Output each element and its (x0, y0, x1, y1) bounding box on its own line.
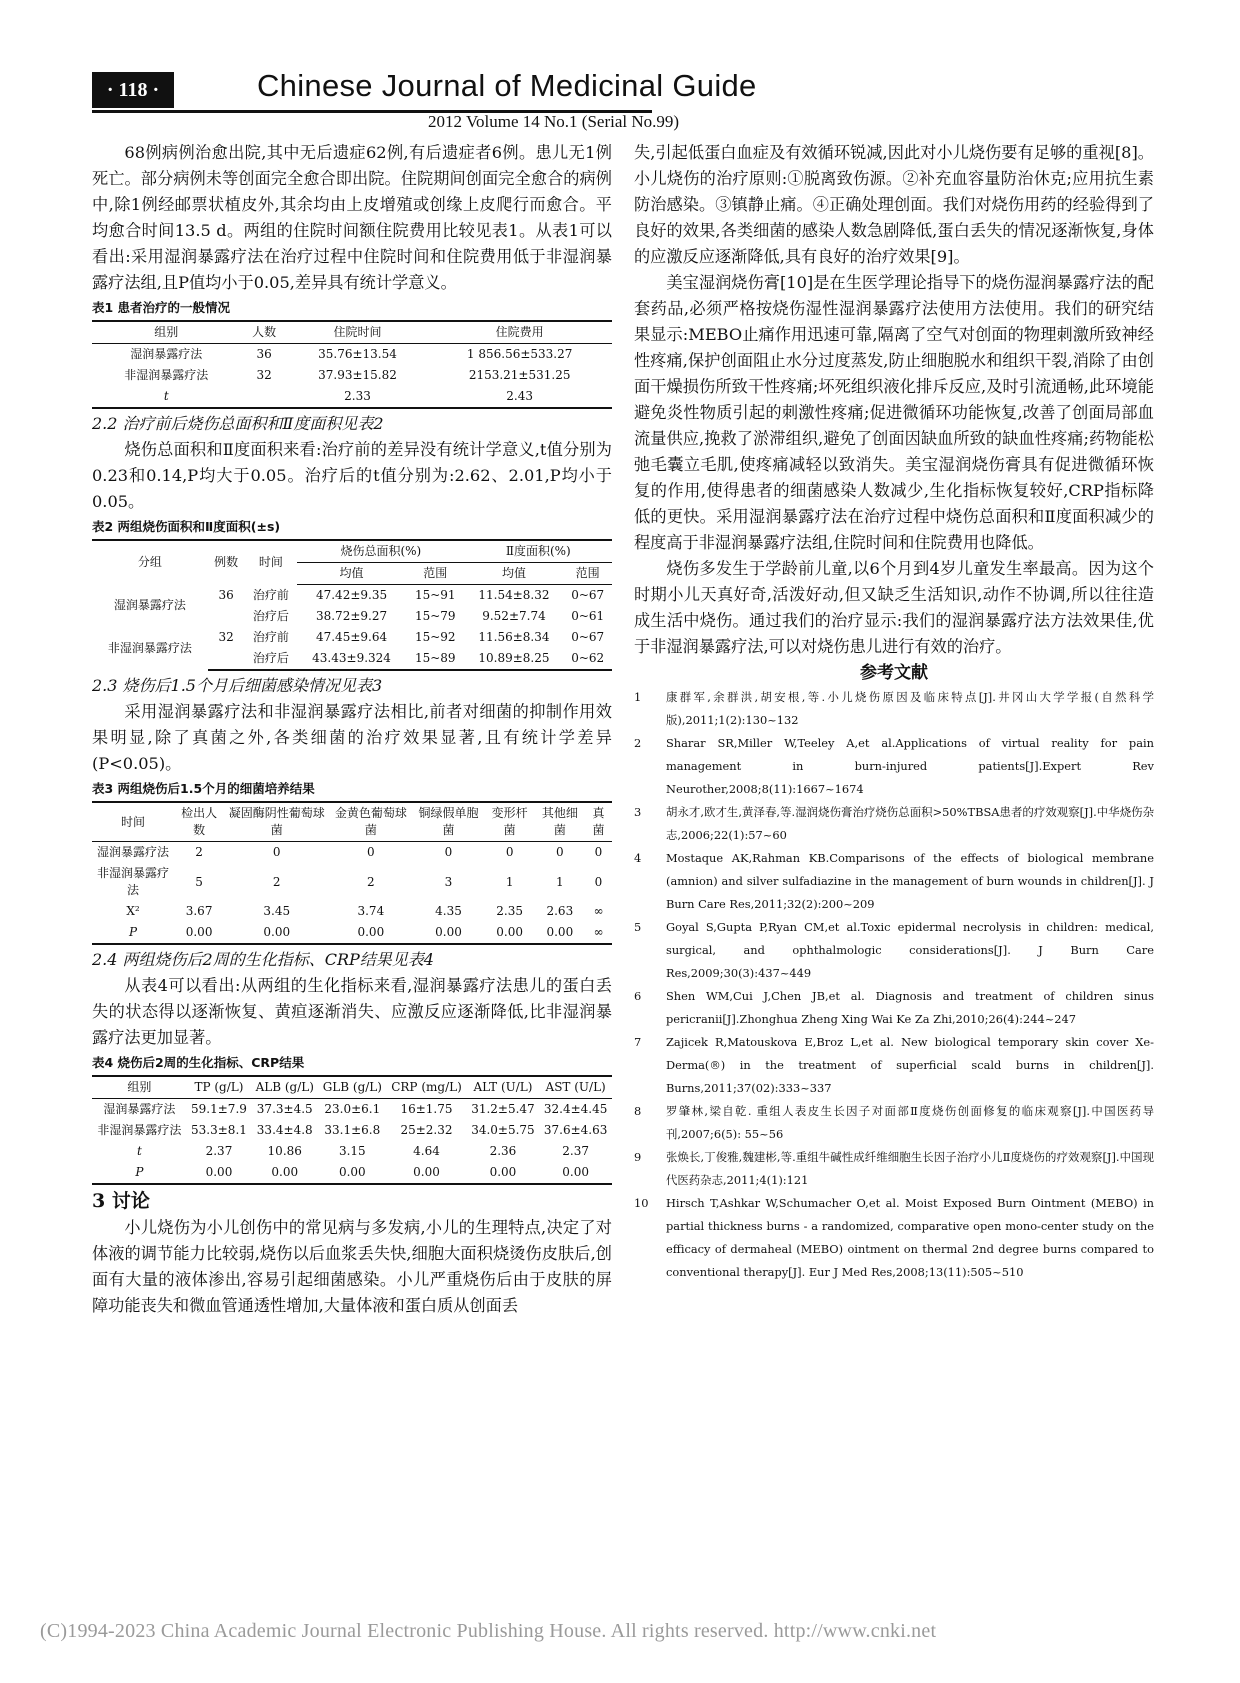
reference-number: 2 (634, 736, 642, 750)
table-header: CRP (mg/L) (386, 1076, 466, 1099)
table-cell: 1 (505, 874, 514, 889)
table-cell: 31.2±5.47 (471, 1102, 535, 1116)
references-list (634, 686, 1154, 1284)
reference-item (634, 1100, 1154, 1146)
table-cell: 37.3±4.5 (256, 1102, 313, 1116)
reference-number: 4 (634, 851, 642, 865)
table-header: 时间 (245, 540, 298, 585)
table-cell: 2.63 (546, 904, 574, 918)
table-cell: 非湿润暴露疗法 (107, 641, 192, 655)
table-header: 组别 (92, 321, 240, 344)
table-cell: 9.52±7.74 (482, 609, 546, 623)
table-cell: 4.64 (413, 1144, 440, 1158)
table-cell: 非湿润暴露疗法 (96, 866, 169, 897)
table1-caption: 表1 患者治疗的一般情况 (92, 300, 231, 315)
table-cell: 0 (556, 845, 564, 859)
table-cell: 0~67 (571, 588, 605, 602)
journal-title: Chinese Journal of Medicinal Guide (257, 68, 757, 103)
table-cell: 湿润暴露疗法 (130, 347, 203, 361)
reference-item (634, 1192, 1154, 1284)
table-cell: 1 856.56±533.27 (466, 347, 573, 361)
table1 (92, 320, 612, 409)
table-cell: 2 (367, 874, 375, 889)
table-row (92, 365, 612, 386)
table-header: 均值 (465, 563, 564, 585)
table3 (92, 801, 612, 945)
table-header: GLB (g/L) (318, 1076, 386, 1099)
table-cell: 湿润暴露疗法 (113, 598, 186, 613)
table-cell: 33.1±6.8 (324, 1123, 381, 1137)
table-cell: 4.35 (435, 904, 462, 918)
reference-text: 罗肇林,梁自乾. 重组人表皮生长因子对面部Ⅱ度烧伤创面修复的临床观察[J].中国医药导刊,2007;6(5): 55~56 (666, 1104, 1154, 1141)
table-header: 住院费用 (427, 321, 612, 344)
table-cell: t (92, 386, 240, 408)
reference-number: 3 (634, 805, 642, 819)
section-heading-2-3: 2.3 烧伤后1.5个月后细菌感染情况见表3 (92, 676, 383, 695)
table-cell: 53.3±8.1 (191, 1123, 247, 1137)
reference-item (634, 916, 1154, 985)
reference-text: Sharar SR,Miller W,Teeley A,et al.Applications of virtual reality for pain management in burn-injured patients[J].Expert Rev Neurother,2008;8(11):1667~1674 (666, 736, 1154, 796)
table-cell: 37.93±15.82 (318, 368, 397, 382)
table-header: ALT (U/L) (467, 1076, 540, 1099)
table-header: 例数 (208, 540, 245, 585)
reference-text: 张焕长,丁俊雅,魏建彬,等.重组牛碱性成纤维细胞生长因子治疗小儿Ⅱ度烧伤的疗效观察[J].中国现代医药杂志,2011;4(1):121 (666, 1150, 1154, 1187)
table-cell: 0.00 (251, 1162, 318, 1184)
table-cell: 2.36 (489, 1144, 517, 1158)
page-number: · 118 · (92, 72, 174, 108)
table-header: Ⅱ度面积(%) (465, 540, 612, 563)
table4-caption: 表4 烧伤后2周的生化指标、CRP结果 (92, 1055, 305, 1070)
table-cell: 34.0±5.75 (471, 1123, 535, 1137)
table-cell: 0~62 (563, 648, 612, 670)
reference-number: 10 (634, 1196, 649, 1210)
table2-caption: 表2 两组烧伤面积和Ⅱ度面积(±s) (92, 519, 281, 534)
table-header: ALB (g/L) (251, 1076, 318, 1099)
table-cell: 2 (272, 874, 281, 889)
reference-text: Zajicek R,Matouskova E,Broz L,et al. New biological temporary skin cover Xe-Derma(®) in the treatment of superficial scald burns in children[J]. Burns,2011;37(02):333~337 (666, 1035, 1154, 1095)
reference-text: Hirsch T,Ashkar W,Schumacher O,et al. Moist Exposed Burn Ointment (MEBO) in partial thickness burns - a randomized, comparative open mono-center study on the efficacy of dermaheal (MEBO) ointment on thermal 2nd degree burns compared to conventional therapy[J]. Eur J Med Res,2008;13(11):505~510 (666, 1196, 1154, 1279)
table-cell: 15~89 (406, 648, 465, 670)
table-header: TP (g/L) (187, 1076, 251, 1099)
table-cell: 0.00 (467, 1162, 540, 1184)
table-cell: 2.37 (562, 1144, 589, 1158)
table-row (92, 901, 612, 922)
table-header: 范围 (406, 563, 465, 585)
section-heading-discussion: 3 讨论 (92, 1190, 150, 1212)
section-heading-2-4: 2.4 两组烧伤后2周的生化指标、CRP结果见表4 (92, 950, 434, 969)
table-cell: 15~79 (414, 609, 456, 623)
table-cell: 治疗前 (252, 587, 289, 602)
table-cell: P (92, 1162, 187, 1184)
reference-item (634, 1146, 1154, 1192)
right-column (634, 140, 1154, 1284)
paragraph-mebo: 美宝湿润烧伤膏[10]是在生医学理论指导下的烧伤湿润暴露疗法的配套药品,必须严格按烧伤湿性湿润暴露疗法使用方法使用。我们的研究结果显示:MEBO止痛作用迅速可靠,隔离了空气对创面的物理刺激所致神经性疼痛,保护创面阻止水分过度蒸发,防止细胞脱水和组织干裂,消除了由创面干燥损伤所致干性疼痛;坏死组织液化排斥反应,及时引流通畅,此环境能避免炎性物质引起的刺激性疼痛;促进微循环功能恢复,改善了创面局部血流量供应,挽救了淤滞组织,避免了创面因缺血所致的缺血性疼痛;药物能松弛毛囊立毛肌,使疼痛减轻以致消失。美宝湿润烧伤膏具有促进微循环恢复的作用,使得患者的细菌感染人数减少,生化指标恢复较好,CRP指标降低的更快。采用湿润暴露疗法在治疗过程中烧伤总面积和Ⅱ度面积减少的程度高于非湿润暴露疗法组,住院时间和住院费用也降低。 (634, 273, 1154, 552)
table-cell: 3.45 (263, 904, 291, 918)
reference-number: 7 (634, 1035, 642, 1049)
table-row (92, 627, 612, 648)
table-cell: 32 (256, 368, 272, 382)
table-cell: 2.37 (205, 1144, 233, 1158)
table-cell: 0 (594, 845, 603, 859)
table-header: 烧伤总面积(%) (297, 540, 464, 563)
table-header: 金黄色葡萄球菌 (329, 802, 412, 842)
table-row (92, 842, 612, 864)
reference-text: Shen WM,Cui J,Chen JB,et al. Diagnosis and treatment of children sinus pericranii[J].Zhonghua Zheng Xing Wai Ke Za Zhi,2010;26(4):244~247 (666, 989, 1154, 1026)
table-cell: 23.0±6.1 (324, 1102, 381, 1116)
table-cell: 治疗前 (252, 630, 289, 644)
table-cell: 43.43±9.324 (297, 648, 406, 670)
table-header: AST (U/L) (539, 1076, 612, 1099)
page-header (92, 68, 1162, 136)
journal-issue: 2012 Volume 14 No.1 (Serial No.99) (428, 112, 680, 131)
table-cell: 0.00 (187, 1162, 251, 1184)
table-cell: 37.6±4.63 (543, 1123, 608, 1137)
reference-item (634, 847, 1154, 916)
table-cell: P (92, 922, 174, 944)
table-row (92, 922, 612, 944)
table-header: 凝固酶阴性葡萄球菌 (224, 802, 329, 842)
reference-text: 康群军,余群洪,胡安根,等.小儿烧伤原因及临床特点[J].井冈山大学学报(自然科学版),2011;1(2):130~132 (666, 690, 1154, 727)
table-cell: 11.54±8.32 (478, 588, 550, 602)
copyright-footer: (C)1994-2023 China Academic Journal Electronic Publishing House. All rights reserved. http://www.cnki.net (40, 1620, 937, 1642)
table-cell: 0~61 (571, 609, 605, 623)
table-header: 住院时间 (288, 321, 428, 344)
table-cell: 湿润暴露疗法 (96, 845, 169, 859)
table-cell: 11.56±8.34 (478, 630, 550, 644)
table-cell: 0.00 (386, 1162, 466, 1184)
table-cell: 10.89±8.25 (465, 648, 564, 670)
table-cell: 5 (195, 874, 203, 889)
table-cell (208, 606, 245, 627)
table-header: 其他细菌 (535, 802, 585, 842)
table-cell: 湿润暴露疗法 (103, 1102, 176, 1116)
table-cell: 0.00 (539, 1162, 612, 1184)
table-header: 变形杆菌 (485, 802, 535, 842)
left-column (92, 140, 612, 1319)
table-row (92, 585, 612, 607)
paragraph-conclusion: 烧伤多发生于学龄前儿童,以6个月到4岁儿童发生率最高。因为这个时期小儿天真好奇,活泼好动,但又缺乏生活知识,动作不协调,所以往往造成生活中烧伤。通过我们的治疗显示:我们的湿润暴露疗法方法效果佳,优于非湿润暴露疗法,可以对烧伤患儿进行有效的治疗。 (634, 559, 1154, 656)
table-cell: 0.00 (485, 922, 535, 944)
table-cell: 3.74 (357, 904, 385, 918)
paragraph-results: 68例病例治愈出院,其中无后遗症62例,有后遗症者6例。患儿无1例死亡。部分病例未等创面完全愈合即出院。住院期间创面完全愈合的病例中,除1例经邮票状植皮外,其余均由上皮增殖或创缘上皮爬行而愈合。平均愈合时间13.5 d。两组的住院时间额住院费用比较见表1。从表1可以看出:采用湿润暴露疗法在治疗过程中住院时间和住院费用低于非湿润暴露疗法组,且P值均小于0.05,差异具有统计学意义。 (92, 143, 612, 292)
table-cell: 1 (556, 874, 564, 889)
table-cell: 0.00 (224, 922, 329, 944)
section-heading-2-2: 2.2 治疗前后烧伤总面积和Ⅱ度面积见表2 (92, 414, 384, 433)
table-cell: 2.33 (288, 386, 428, 408)
table-cell: 0.00 (535, 922, 585, 944)
table-header: 组别 (92, 1076, 187, 1099)
table-cell: ∞ (585, 922, 612, 944)
reference-item (634, 732, 1154, 801)
table3-caption: 表3 两组烧伤后1.5个月的细菌培养结果 (92, 781, 315, 796)
reference-text: 胡永才,欧才生,黄泽春,等.湿润烧伤膏治疗烧伤总面积>50%TBSA患者的疗效观察[J].中华烧伤杂志,2006;22(1):57~60 (666, 805, 1154, 842)
table-cell: 59.1±7.9 (191, 1102, 247, 1116)
table-header: 真菌 (585, 802, 612, 842)
table4 (92, 1075, 612, 1185)
table-cell: 33.4±4.8 (256, 1123, 313, 1137)
table-cell: 36 (256, 347, 272, 361)
table-cell: 36 (218, 587, 234, 602)
table-cell: 32.4±4.45 (543, 1102, 608, 1116)
table-row (92, 1141, 612, 1162)
reference-number: 1 (634, 690, 642, 704)
table-row (92, 1120, 612, 1141)
paragraph-continued: 失,引起低蛋白血症及有效循环锐减,因此对小儿烧伤要有足够的重视[8]。小儿烧伤的治疗原则:①脱离致伤源。②补充血容量防治休克;应用抗生素防治感染。③镇静止痛。④正确处理创面。我们对烧伤用药的经验得到了良好的效果,各类细菌的感染人数急剧降低,蛋白丢失的情况逐渐恢复,身体的应激反应逐渐降低,具有良好的治疗效果[9]。 (634, 143, 1154, 266)
table-cell: 0 (505, 845, 514, 859)
table-cell: 0 (367, 845, 375, 859)
table-cell: 非湿润暴露疗法 (124, 368, 209, 382)
reference-number: 9 (634, 1150, 642, 1164)
table-cell: 2.43 (427, 386, 612, 408)
table-cell: 3 (444, 874, 453, 889)
table-header: 均值 (297, 563, 406, 585)
table-cell: 3.15 (338, 1144, 366, 1158)
table-cell: 0.00 (329, 922, 412, 944)
table-row (92, 386, 612, 408)
table-cell: 3.67 (185, 904, 213, 918)
table-cell: 0 (594, 874, 603, 889)
table-cell (208, 648, 245, 670)
table-header: 人数 (240, 321, 287, 344)
table-cell: 47.42±9.35 (315, 588, 388, 602)
paragraph-discussion: 小儿烧伤为小儿创伤中的常见病与多发病,小儿的生理特点,决定了对体液的调节能力比较弱,烧伤以后血浆丢失快,细胞大面积烧烫伤皮肤后,创面有大量的液体渗出,容易引起细菌感染。小儿严重烧伤后由于皮肤的屏障功能丧失和微血管通透性增加,大量体液和蛋白质从创面丢 (92, 1218, 612, 1315)
table-header: 时间 (92, 802, 174, 842)
table-cell: 15~91 (414, 588, 456, 602)
table-row (92, 344, 612, 366)
table-cell: 0 (444, 845, 453, 859)
table-row (92, 1099, 612, 1121)
reference-item (634, 1031, 1154, 1100)
references-title: 参考文献 (860, 663, 928, 683)
paragraph-bacteria: 采用湿润暴露疗法和非湿润暴露疗法相比,前者对细菌的抑制作用效果明显,除了真菌之外,各类细菌的治疗效果显著,且有统计学差异(P<0.05)。 (92, 702, 612, 773)
table2 (92, 539, 612, 671)
table-cell: 10.86 (267, 1144, 302, 1158)
table-cell: 0 (272, 845, 281, 859)
table-cell: 2.35 (496, 904, 524, 918)
reference-item (634, 985, 1154, 1031)
table-header: 分组 (92, 540, 208, 585)
reference-item (634, 801, 1154, 847)
table-cell (240, 386, 287, 408)
reference-item (634, 686, 1154, 732)
table-cell: 38.72±9.27 (315, 609, 388, 623)
table-cell: 0.00 (412, 922, 484, 944)
reference-number: 8 (634, 1104, 642, 1118)
table-cell: X² (126, 904, 140, 918)
table-cell: 2 (195, 845, 203, 859)
table-row (92, 863, 612, 901)
table-cell: 15~92 (414, 630, 456, 644)
table-cell: 25±2.32 (400, 1123, 453, 1137)
table-cell: 16±1.75 (400, 1102, 453, 1116)
table-cell: ∞ (593, 904, 604, 918)
table-cell: 35.76±13.54 (318, 347, 397, 361)
table-cell: t (136, 1144, 142, 1158)
table-cell: 0.00 (318, 1162, 386, 1184)
table-cell: 非湿润暴露疗法 (97, 1123, 182, 1137)
reference-text: Mostaque AK,Rahman KB.Comparisons of the effects of biological membrane (amnion) and silver sulfadiazine in the management of burn wounds in children[J]. J Burn Care Res,2011;32(2):200~209 (666, 851, 1154, 911)
table-cell: 32 (218, 630, 234, 644)
reference-number: 6 (634, 989, 642, 1003)
table-header: 铜绿假单胞菌 (412, 802, 484, 842)
reference-number: 5 (634, 920, 642, 934)
table-cell: 治疗后 (252, 609, 289, 623)
table-cell: 治疗后 (245, 648, 298, 670)
reference-text: Goyal S,Gupta P,Ryan CM,et al.Toxic epidermal necrolysis in children: medical, surgical, and ophthalmologic considerations[J]. J Burn Care Res,2009;30(3):437~449 (666, 920, 1154, 980)
table-header: 检出人数 (174, 802, 224, 842)
paragraph-area: 烧伤总面积和Ⅱ度面积来看:治疗前的差异没有统计学意义,t值分别为0.23和0.14,P均大于0.05。治疗后的t值分别为:2.62、2.01,P均小于0.05。 (92, 440, 612, 511)
table-row (92, 1162, 612, 1184)
table-header: 范围 (563, 563, 612, 585)
table-cell: 0~67 (571, 630, 605, 644)
table-cell: 2153.21±531.25 (468, 368, 571, 382)
table-cell: 47.45±9.64 (315, 630, 388, 644)
paragraph-biochem: 从表4可以看出:从两组的生化指标来看,湿润暴露疗法患儿的蛋白丢失的状态得以逐渐恢复、黄疸逐渐消失、应激反应逐渐降低,比非湿润暴露疗法更加显著。 (92, 976, 612, 1047)
table-cell: 0.00 (174, 922, 224, 944)
